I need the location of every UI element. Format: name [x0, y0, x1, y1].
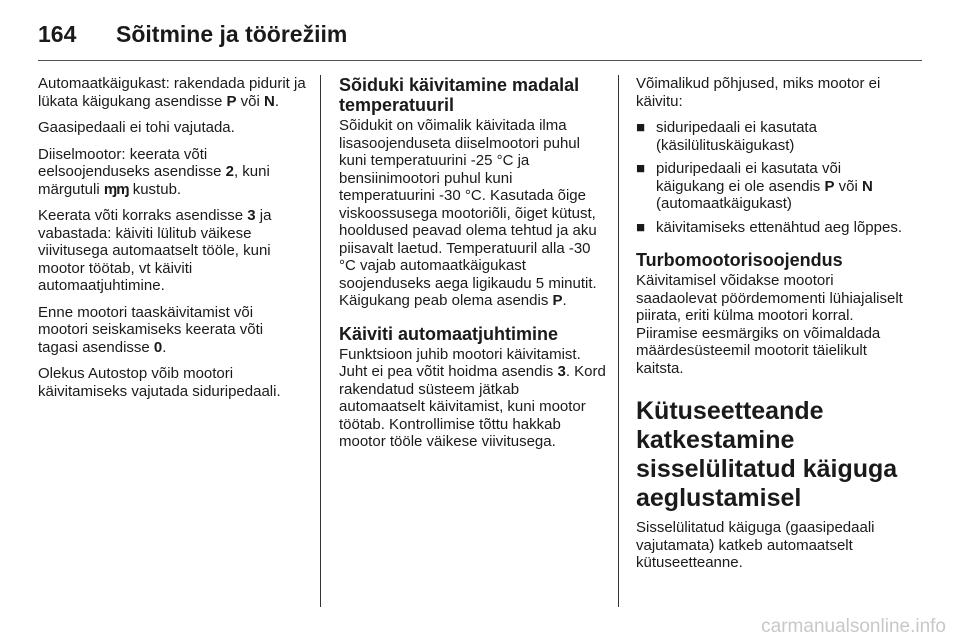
paragraph-fuel-cutoff: Sisselülitatud käiguga (gaasipedaali vajutamata) katkeb automaatselt kütuseetteanne.	[636, 519, 875, 571]
list-item: ■ piduripedaali ei kasutata või käigukang ei ole asendis P või N (automaatkäigukast)	[636, 160, 873, 212]
paragraph-automatic: Automaatkäigukast: rakendada pidurit ja lükata käigukang asendisse P või N.	[38, 75, 306, 110]
bullet-icon: ■	[636, 119, 646, 136]
paragraph-auto-starter: Funktsioon juhib mootori käivitamist. Juht ei pea võtit hoidma asendis 3. Kord rakendatud süsteem jätkab automaatselt käivitamist, kuni mootor töötab. Kontrollimise tõttu hakkab mootor tööle väikese viivitusega.	[339, 345, 606, 450]
page-number: 164	[38, 20, 77, 47]
heading-fuel-cutoff: Kütuseetteande katkestamine sisselülitatud käiguga aeglustamisel	[636, 397, 898, 512]
glow-plug-icon: ɱɱ	[103, 180, 129, 198]
list-item: ■ siduripedaali ei kasutata (käsilülituskäigukast)	[636, 119, 817, 154]
reasons-list	[636, 119, 908, 236]
paragraph-diesel: Diiselmootor: keerata võti eelsoojenduseks asendisse 2, kuni märgutuli ɱɱ kustub.	[38, 145, 270, 198]
paragraph-restart: Enne mootori taaskäivitamist või mootori seiskamiseks keerata võti tagasi asendisse 0.	[38, 303, 264, 356]
page-title: Sõitmine ja töörežiim	[116, 20, 348, 47]
column-1	[38, 75, 306, 409]
paragraph-autostop: Olekus Autostop võib mootori käivitamiseks vajutada siduripedaali.	[38, 365, 281, 400]
bullet-icon: ■	[636, 160, 646, 177]
column-3	[636, 75, 908, 581]
page-header	[38, 16, 922, 52]
paragraph-start: Keerata võti korraks asendisse 3 ja vabastada: käiviti lülitub väikese viivitusega automaatselt tööle, kuni mootor töötab, vt käiviti automaatjuhtimine.	[38, 207, 272, 294]
list-item: ■ käivitamiseks ettenähtud aeg lõppes.	[636, 218, 902, 236]
paragraph-accelerator: Gaasipedaali ei tohi vajutada.	[38, 119, 235, 136]
heading-turbo: Turbomootorisoojendus	[636, 250, 843, 270]
header-divider	[38, 60, 922, 61]
column-divider-1	[320, 75, 321, 607]
column-divider-2	[618, 75, 619, 607]
bullet-icon: ■	[636, 218, 646, 236]
paragraph-low-temperature: Sõidukit on võimalik käivitada ilma lisasoojenduseta diiselmootori puhul kuni temperatuurini -25 °C ja bensiinimootori puhul kuni temperatuurini -30 °C. Kasutada õige viskoossusega mootoriõli, õiget kütust, hooldused peavad olema tehtud ja aku piisavalt laetud. Temperatuuril alla -30 °C vajab automaatkäigukast soojenduseks aega ligikaudu 5 minutit. Käigukang peab olema asendis P.	[339, 117, 597, 309]
watermark: carmanualsonline.info	[761, 616, 946, 637]
heading-auto-starter: Käiviti automaatjuhtimine	[339, 323, 559, 344]
heading-low-temperature: Sõiduki käivitamine madalal temperatuuril	[339, 75, 580, 115]
column-2	[339, 75, 607, 460]
paragraph-reasons: Võimalikud põhjused, miks mootor ei käivitu:	[636, 75, 881, 110]
paragraph-turbo: Käivitamisel võidakse mootori saadaolevat pöördemomenti lühiajaliselt piirata, eriti külma mootori korral. Piiramise eesmärgiks on võimaldada määrdesüsteemil mootorit täielikult kaitsta.	[636, 272, 903, 377]
